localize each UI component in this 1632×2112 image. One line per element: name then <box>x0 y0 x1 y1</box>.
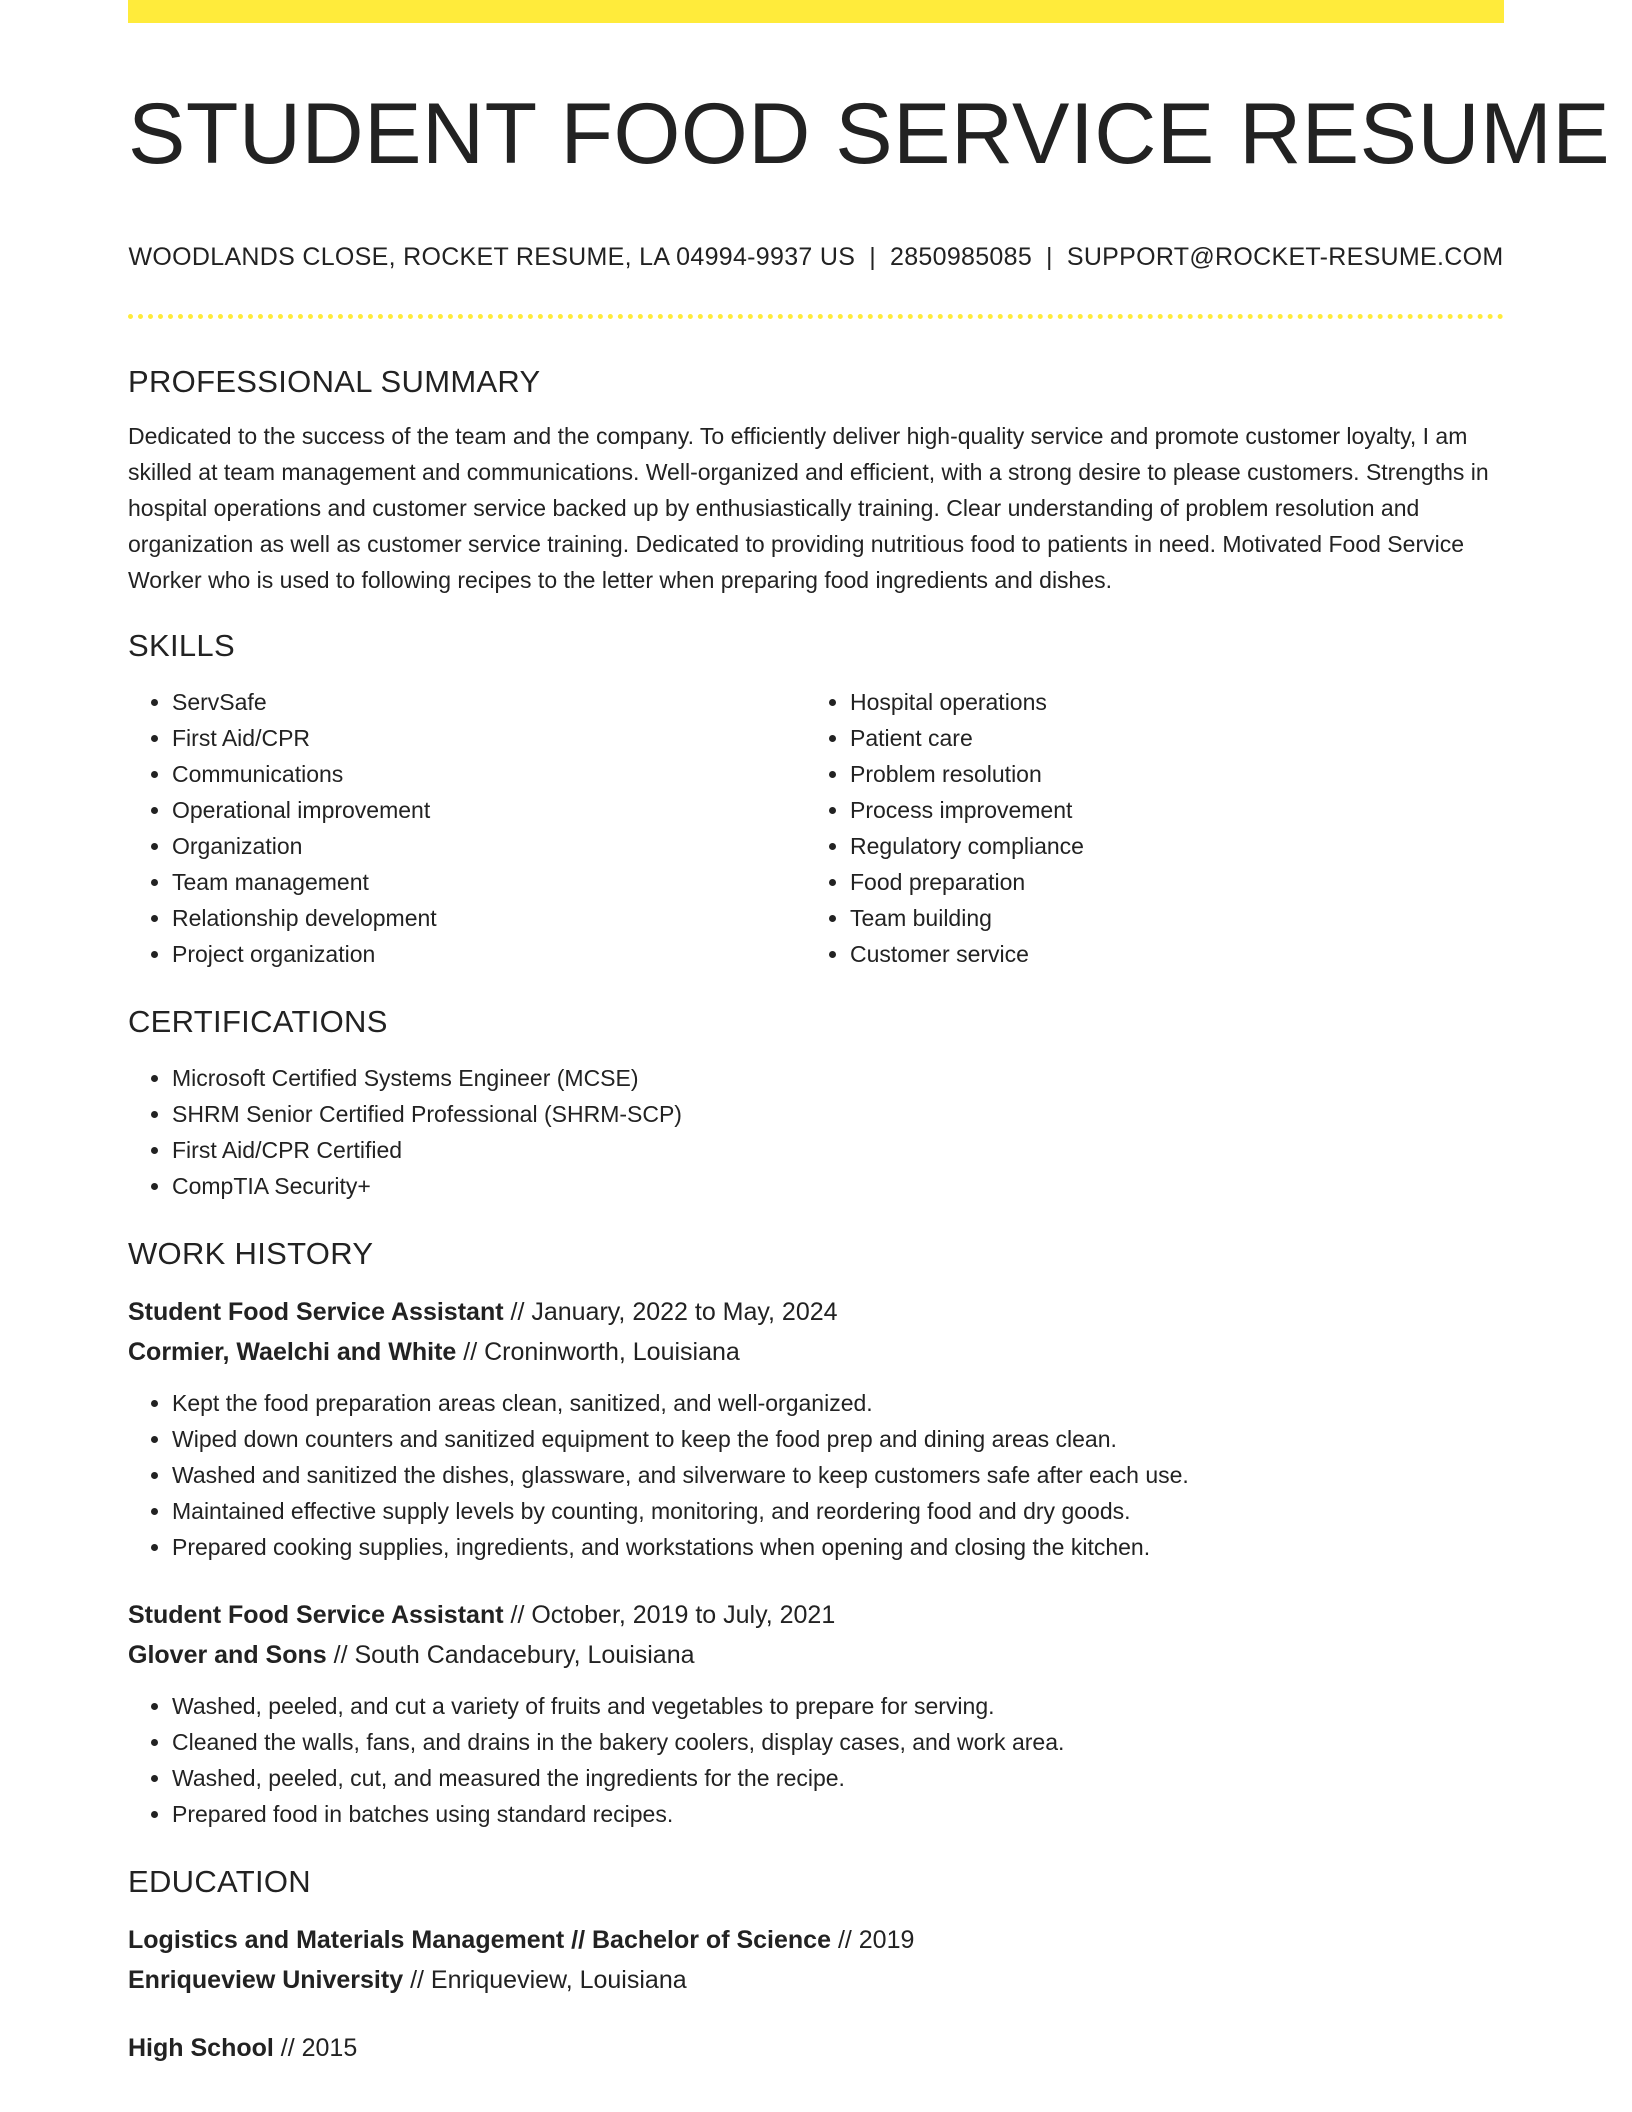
job-bullet: • Washed and sanitized the dishes, glassware, and silverware to keep customers safe after each use. <box>172 1457 1504 1493</box>
job-title-line <box>128 1292 1504 1332</box>
skill-item: • Regulatory compliance <box>850 828 1484 864</box>
education-entry <box>128 1920 1504 2000</box>
work-history-heading: WORK HISTORY <box>128 1236 374 1271</box>
contact-line <box>128 239 1504 275</box>
summary-heading: PROFESSIONAL SUMMARY <box>128 364 541 399</box>
skills-list-right <box>806 684 1484 972</box>
certification-item: • Microsoft Certified Systems Engineer (MCSE) <box>172 1060 1504 1096</box>
education-year: // 2015 <box>280 2034 358 2062</box>
education-degree-line <box>128 1920 1504 1960</box>
job-location: // Croninworth, Louisiana <box>463 1338 740 1366</box>
skill-item: • Project organization <box>172 936 806 972</box>
skill-item: • Hospital operations <box>850 684 1484 720</box>
contact-separator: | <box>1046 243 1053 271</box>
job-bullet: • Washed, peeled, cut, and measured the ingredients for the recipe. <box>172 1760 1504 1796</box>
education-year: // 2019 <box>837 1926 915 1954</box>
job-bullets <box>128 1688 1504 1832</box>
resume-title: STUDENT FOOD SERVICE RESUME <box>128 86 1611 182</box>
certification-item: • CompTIA Security+ <box>172 1168 1504 1204</box>
skill-item: • Organization <box>172 828 806 864</box>
certifications-heading: CERTIFICATIONS <box>128 1004 388 1039</box>
skill-item: • Relationship development <box>172 900 806 936</box>
job-company: Glover and Sons <box>128 1641 327 1669</box>
skill-item: • ServSafe <box>172 684 806 720</box>
job-bullet: • Prepared cooking supplies, ingredients, and workstations when opening and closing the kitchen. <box>172 1529 1504 1565</box>
education-school: Enriqueview University <box>128 1966 404 1994</box>
education-location: // Enriqueview, Louisiana <box>410 1966 687 1994</box>
job-bullet: • Wiped down counters and sanitized equipment to keep the food prep and dining areas clean. <box>172 1421 1504 1457</box>
resume-page <box>128 0 1611 2068</box>
skill-item: • Team management <box>172 864 806 900</box>
skills-columns <box>128 684 1504 972</box>
contact-phone[interactable]: 2850985085 <box>890 243 1033 271</box>
education-degree: High School <box>128 2034 274 2062</box>
job-location: // South Candacebury, Louisiana <box>333 1641 695 1669</box>
dotted-divider <box>128 314 1504 319</box>
job-bullet: • Kept the food preparation areas clean, sanitized, and well-organized. <box>172 1385 1504 1421</box>
skill-item: • Customer service <box>850 936 1484 972</box>
contact-address: WOODLANDS CLOSE, ROCKET RESUME, LA 04994-9937 US <box>128 243 856 271</box>
skill-item: • Food preparation <box>850 864 1484 900</box>
education-entry <box>128 2028 1504 2068</box>
skill-item: • Process improvement <box>850 792 1484 828</box>
accent-top-bar <box>128 0 1504 23</box>
contact-separator: | <box>869 243 876 271</box>
job-bullet: • Prepared food in batches using standard recipes. <box>172 1796 1504 1832</box>
skills-heading: SKILLS <box>128 628 235 663</box>
skill-item: • Operational improvement <box>172 792 806 828</box>
skill-item: • Team building <box>850 900 1484 936</box>
education-heading: EDUCATION <box>128 1864 311 1899</box>
job-title: Student Food Service Assistant <box>128 1601 504 1629</box>
contact-email[interactable]: SUPPORT@ROCKET-RESUME.COM <box>1066 243 1504 271</box>
job-entry <box>128 1595 1504 1832</box>
job-bullet: • Cleaned the walls, fans, and drains in the bakery coolers, display cases, and work area. <box>172 1724 1504 1760</box>
job-bullets <box>128 1385 1504 1565</box>
skill-item: • Communications <box>172 756 806 792</box>
education-school-line <box>128 1960 1504 2000</box>
skill-item: • Problem resolution <box>850 756 1484 792</box>
skills-list-left <box>128 684 806 972</box>
job-bullet: • Maintained effective supply levels by counting, monitoring, and reordering food and dry goods. <box>172 1493 1504 1529</box>
skill-item: • Patient care <box>850 720 1484 756</box>
education-degree: Logistics and Materials Management // Bachelor of Science <box>128 1926 831 1954</box>
summary-text: Dedicated to the success of the team and the company. To efficiently deliver high-quality service and promote customer loyalty, I am skilled at team management and communications. Well-organized and efficient, with a strong desire to please customers. Strengths in hospital operations and customer service backed up by enthusiastically training. Clear understanding of problem resolution and organization as well as customer service training. Dedicated to providing nutritious food to patients in need. Motivated Food Service Worker who is used to following recipes to the letter when preparing food ingredients and dishes. <box>128 423 1489 593</box>
job-title-line <box>128 1595 1504 1635</box>
certification-item: • First Aid/CPR Certified <box>172 1132 1504 1168</box>
job-title: Student Food Service Assistant <box>128 1298 504 1326</box>
job-company-line <box>128 1635 1504 1675</box>
certifications-list <box>128 1060 1504 1204</box>
job-bullet: • Washed, peeled, and cut a variety of fruits and vegetables to prepare for serving. <box>172 1688 1504 1724</box>
certification-item: • SHRM Senior Certified Professional (SHRM-SCP) <box>172 1096 1504 1132</box>
education-degree-line <box>128 2028 1504 2068</box>
skill-item: • First Aid/CPR <box>172 720 806 756</box>
job-dates: // January, 2022 to May, 2024 <box>510 1298 838 1326</box>
job-dates: // October, 2019 to July, 2021 <box>510 1601 836 1629</box>
job-entry <box>128 1292 1504 1565</box>
job-company-line <box>128 1332 1504 1372</box>
job-company: Cormier, Waelchi and White <box>128 1338 457 1366</box>
